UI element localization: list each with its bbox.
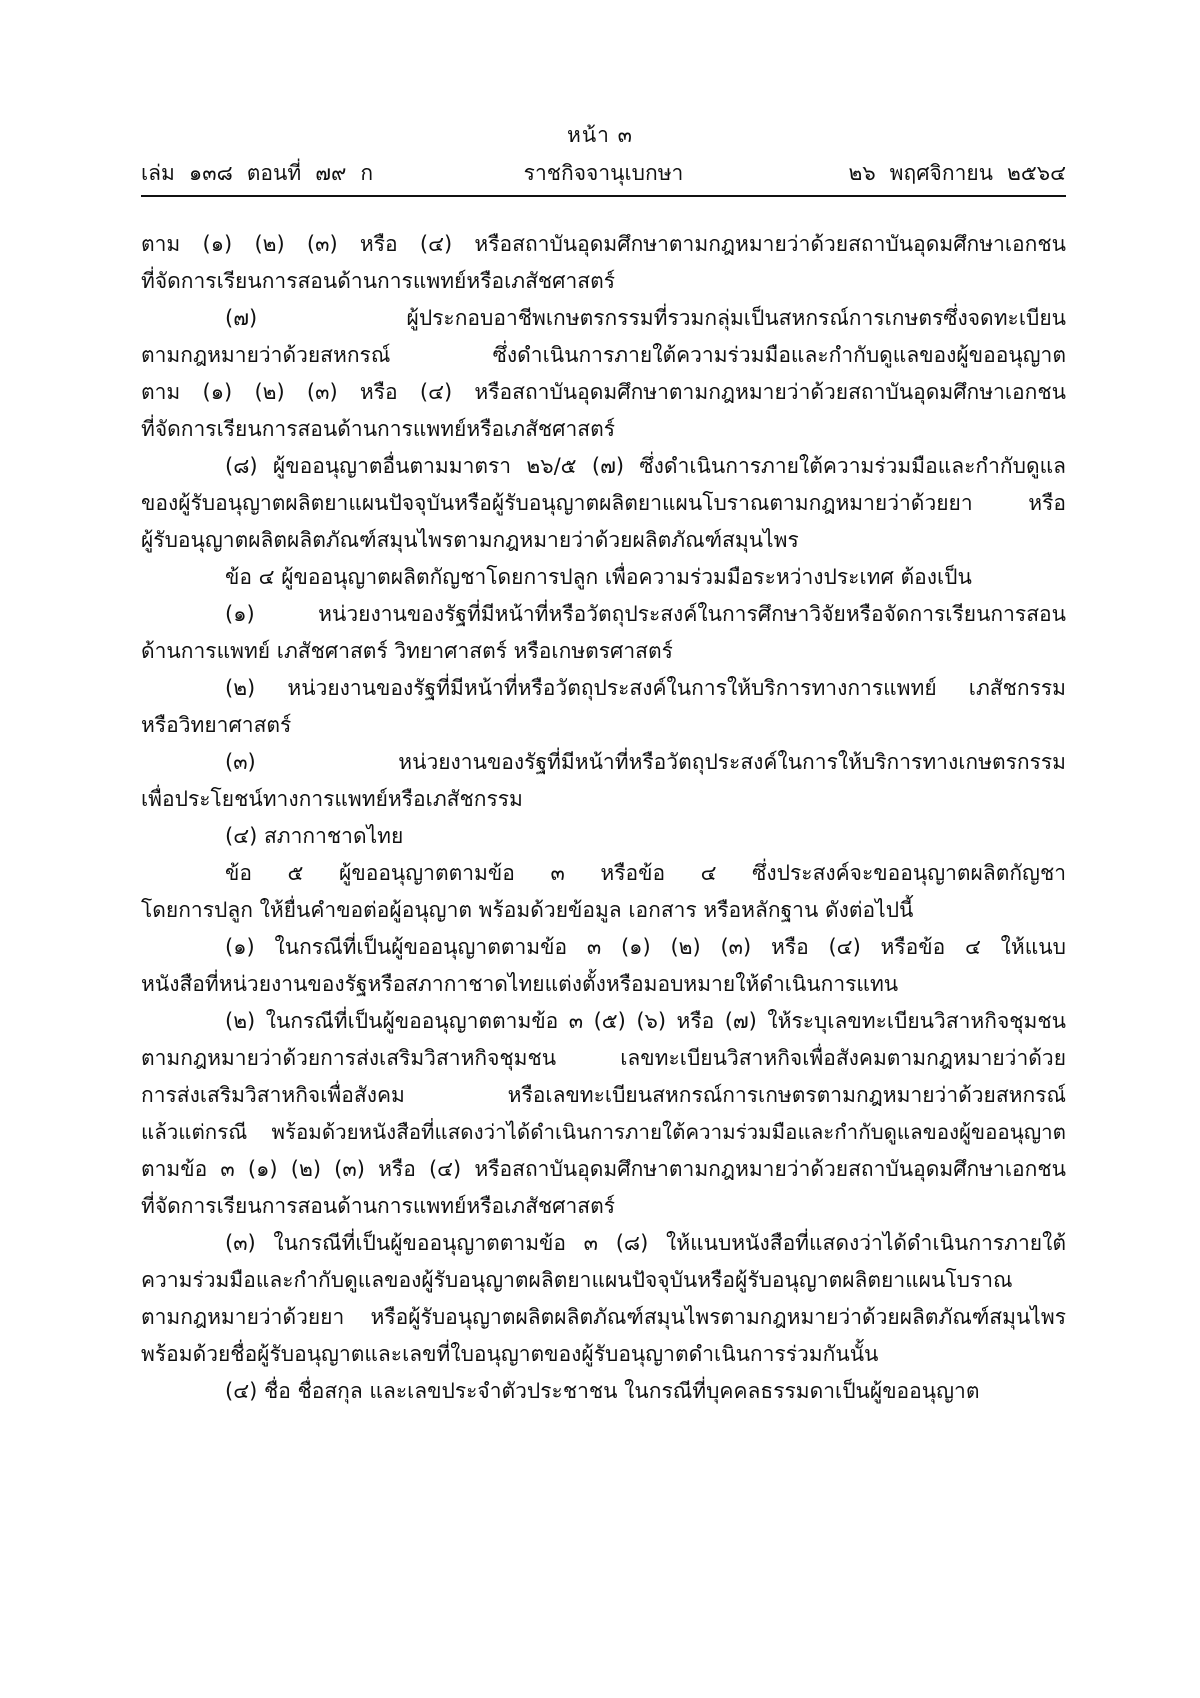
volume-label: เล่ม [141,161,175,185]
article-5-item-1: (๑) ในกรณีที่เป็นผู้ขออนุญาตตามข้อ ๓ (๑) (๒) (๓) หรือ (๔) หรือข้อ ๔ ให้แนบ [225,935,1066,959]
issue-number: ๗๙ [315,161,347,185]
text-line: ตามกฎหมายว่าด้วยสหกรณ์ ซึ่งดำเนินการภายใต้ความร่วมมือและกำกับดูแลของผู้ขออนุญาต [141,343,1066,367]
text-line: ตามกฎหมายว่าด้วยยา หรือผู้รับอนุญาตผลิตผลิตภัณฑ์สมุนไพรตามกฎหมายว่าด้วยผลิตภัณฑ์สมุนไพร [141,1305,1066,1329]
text-line: เพื่อประโยชน์ทางการแพทย์หรือเภสัชกรรม [141,787,523,811]
text-line: ตามกฎหมายว่าด้วยการส่งเสริมวิสาหกิจชุมชน เลขทะเบียนวิสาหกิจเพื่อสังคมตามกฎหมายว่าด้วย [141,1046,1066,1070]
text-line: โดยการปลูก ให้ยื่นคำขอต่อผู้อนุญาต พร้อมด้วยข้อมูล เอกสาร หรือหลักฐาน ดังต่อไปนี้ [141,898,914,922]
page-number: หน้า ๓ [566,123,634,147]
text-line: ด้านการแพทย์ เภสัชศาสตร์ วิทยาศาสตร์ หรือเกษตรศาสตร์ [141,639,673,663]
text-line: พร้อมด้วยชื่อผู้รับอนุญาตและเลขที่ใบอนุญาตของผู้รับอนุญาตดำเนินการร่วมกันนั้น [141,1342,879,1366]
article-4-item-2: (๒) หน่วยงานของรัฐที่มีหน้าที่หรือวัตถุประสงค์ในการให้บริการทางการแพทย์ เภสัชกรรม [225,676,1066,700]
date-month: พฤศจิกายน [889,161,994,185]
article-5-item-4: (๔) ชื่อ ชื่อสกุล และเลขประจำตัวประชาชน ในกรณีที่บุคคลธรรมดาเป็นผู้ขออนุญาต [225,1379,980,1403]
article-4-item-4: (๔) สภากาชาดไทย [225,824,404,848]
gazette-header [141,158,1066,190]
text-line: ตามข้อ ๓ (๑) (๒) (๓) หรือ (๔) หรือสถาบันอุดมศึกษาตามกฎหมายว่าด้วยสถาบันอุดมศึกษาเอกชน [141,1157,1066,1181]
article-4-item-3: (๓) หน่วยงานของรัฐที่มีหน้าที่หรือวัตถุประสงค์ในการให้บริการทางเกษตรกรรม [225,750,1066,774]
text-line: หนังสือที่หน่วยงานของรัฐหรือสภากาชาดไทยแต่งตั้งหรือมอบหมายให้ดำเนินการแทน [141,972,899,996]
text-line: ตาม (๑) (๒) (๓) หรือ (๔) หรือสถาบันอุดมศึกษาตามกฎหมายว่าด้วยสถาบันอุดมศึกษาเอกชน [141,232,1066,256]
section-letter: ก [360,161,374,185]
text-line: ที่จัดการเรียนการสอนด้านการแพทย์หรือเภสัชศาสตร์ [141,269,616,293]
article-5-item-2: (๒) ในกรณีที่เป็นผู้ขออนุญาตตามข้อ ๓ (๕) (๖) หรือ (๗) ให้ระบุเลขทะเบียนวิสาหกิจชุมชน [225,1009,1066,1033]
article-4-heading: ข้อ ๔ ผู้ขออนุญาตผลิตกัญชาโดยการปลูก เพื่อความร่วมมือระหว่างประเทศ ต้องเป็น [225,565,972,589]
text-line: ที่จัดการเรียนการสอนด้านการแพทย์หรือเภสัชศาสตร์ [141,417,616,441]
issue-label: ตอนที่ [246,161,302,185]
date-year: ๒๕๖๔ [1007,161,1066,185]
text-line: ตาม (๑) (๒) (๓) หรือ (๔) หรือสถาบันอุดมศึกษาตามกฎหมายว่าด้วยสถาบันอุดมศึกษาเอกชน [141,380,1066,404]
publication-date [848,158,1066,188]
clause-7-line: (๗) ผู้ประกอบอาชีพเกษตรกรรมที่รวมกลุ่มเป็นสหกรณ์การเกษตรซึ่งจดทะเบียน [225,306,1066,330]
volume-number: ๑๓๘ [188,161,233,185]
text-line: หรือวิทยาศาสตร์ [141,713,292,737]
text-line: ของผู้รับอนุญาตผลิตยาแผนปัจจุบันหรือผู้รับอนุญาตผลิตยาแผนโบราณตามกฎหมายว่าด้วยยา หรือ [141,491,1066,515]
header-divider [141,195,1066,197]
date-day: ๒๖ [848,161,876,185]
text-line: ความร่วมมือและกำกับดูแลของผู้รับอนุญาตผลิตยาแผนปัจจุบันหรือผู้รับอนุญาตผลิตยาแผนโบราณ [141,1268,1013,1292]
article-4-item-1: (๑) หน่วยงานของรัฐที่มีหน้าที่หรือวัตถุประสงค์ในการศึกษาวิจัยหรือจัดการเรียนการสอน [225,602,1066,626]
text-line: แล้วแต่กรณี พร้อมด้วยหนังสือที่แสดงว่าได้ดำเนินการภายใต้ความร่วมมือและกำกับดูแลของผู้ขออนุญาต [141,1120,1066,1144]
text-line: ผู้รับอนุญาตผลิตผลิตภัณฑ์สมุนไพรตามกฎหมายว่าด้วยผลิตภัณฑ์สมุนไพร [141,528,799,552]
article-5-heading: ข้อ ๕ ผู้ขออนุญาตตามข้อ ๓ หรือข้อ ๔ ซึ่งประสงค์จะขออนุญาตผลิตกัญชา [225,861,1066,885]
clause-8-line: (๘) ผู้ขออนุญาตอื่นตามมาตรา ๒๖/๕ (๗) ซึ่งดำเนินการภายใต้ความร่วมมือและกำกับดูแล [225,454,1066,478]
document-body [141,226,1066,1410]
article-5-item-3: (๓) ในกรณีที่เป็นผู้ขออนุญาตตามข้อ ๓ (๘) ให้แนบหนังสือที่แสดงว่าได้ดำเนินการภายใต้ [225,1231,1066,1255]
text-line: การส่งเสริมวิสาหกิจเพื่อสังคม หรือเลขทะเบียนสหกรณ์การเกษตรตามกฎหมายว่าด้วยสหกรณ์ [141,1083,1066,1107]
gazette-name: ราชกิจจานุเบกษา [523,161,684,185]
text-line: ที่จัดการเรียนการสอนด้านการแพทย์หรือเภสัชศาสตร์ [141,1194,616,1218]
